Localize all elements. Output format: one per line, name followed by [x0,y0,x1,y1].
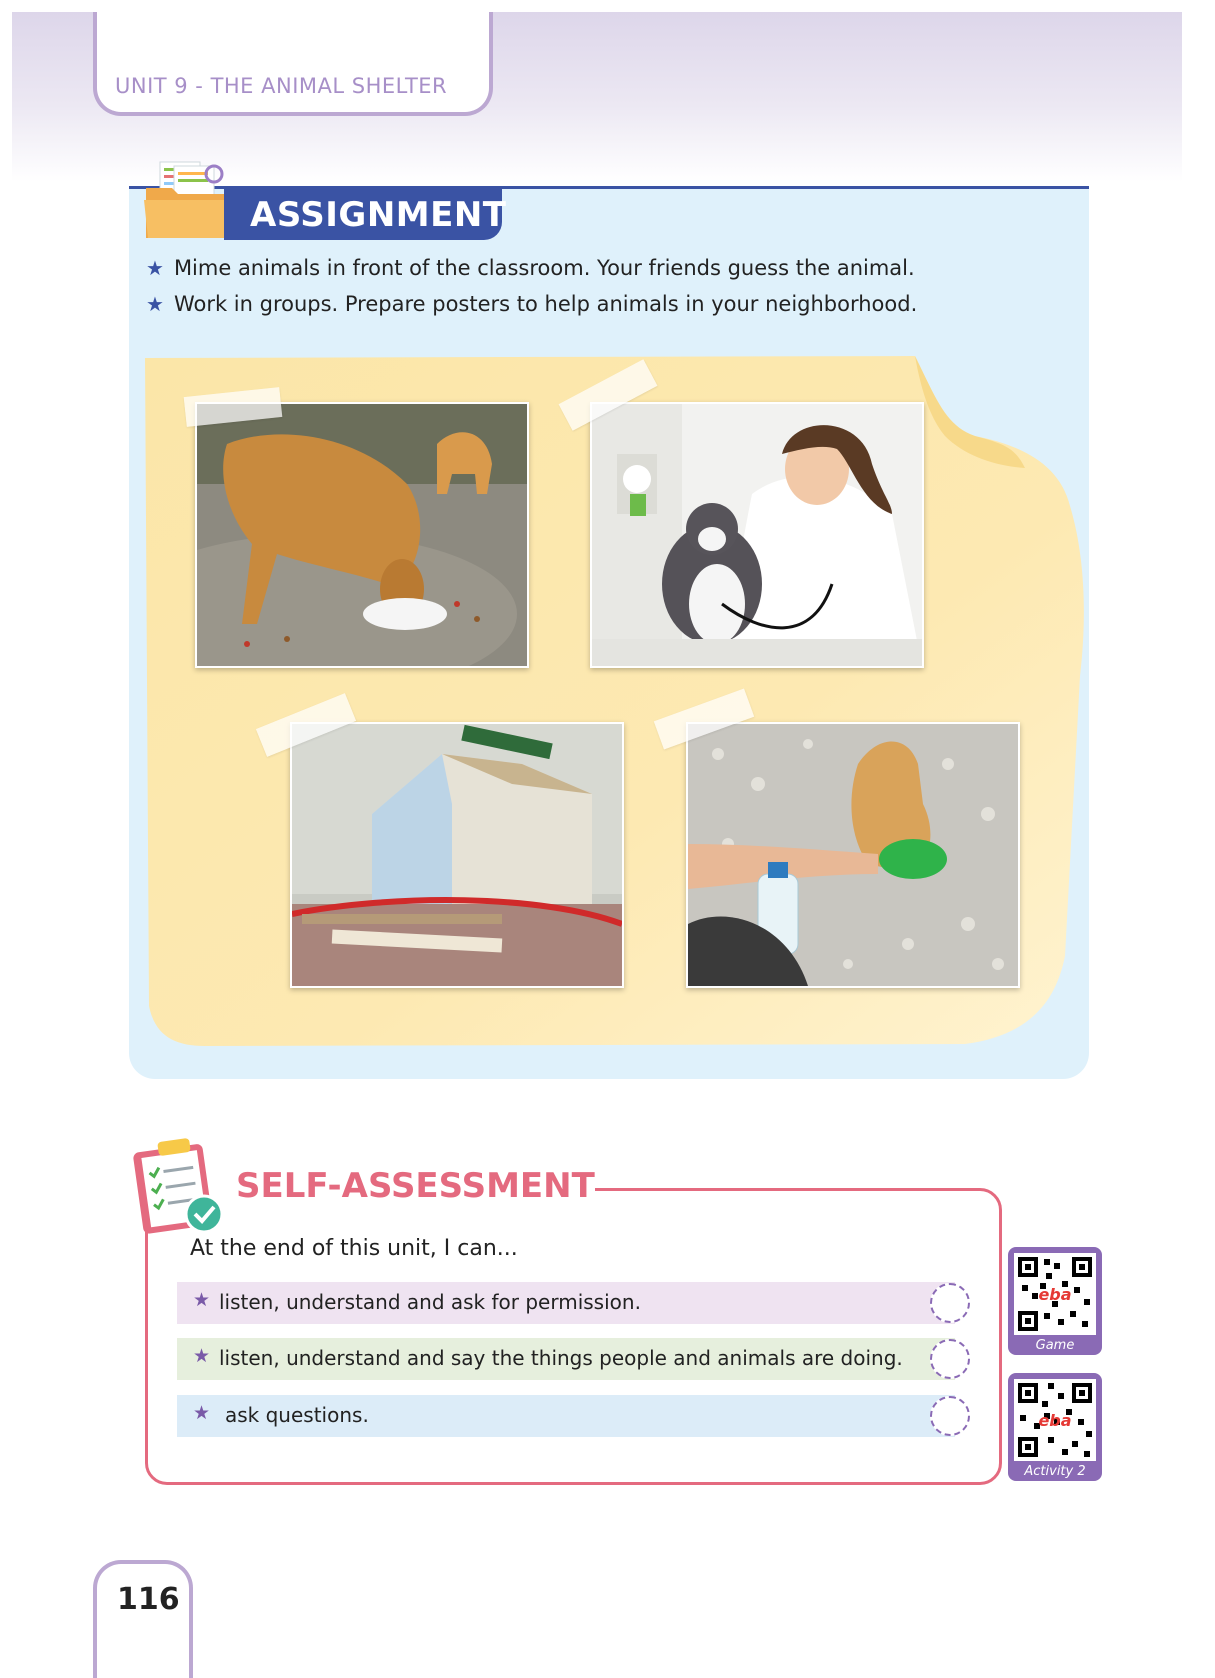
star-icon: ★ [193,1345,211,1367]
self-check-circle[interactable] [930,1396,970,1436]
page-number: 116 [117,1582,180,1617]
self-assessment-row [177,1395,955,1437]
unit-tab [93,12,493,116]
qr-code-activity[interactable] [1008,1373,1102,1481]
page-number-tab [93,1560,193,1678]
qr-label: Game [1035,1338,1075,1353]
folder-icon [142,160,232,242]
assignment-banner [224,189,507,240]
self-assessment-panel [145,1188,1002,1485]
assignment-title: ASSIGNMENT [250,195,507,235]
self-check-circle[interactable] [930,1283,970,1323]
self-assessment-row [177,1282,955,1324]
checklist-clipboard-icon [132,1134,232,1236]
self-assessment-intro: At the end of this unit, I can... [190,1236,518,1261]
assignment-item: ★ Work in groups. Prepare posters to help animals in your neighborhood. [146,292,918,316]
star-icon: ★ [146,292,164,316]
dog-drinking-water-photo [686,722,1020,988]
self-assessment-row [177,1338,955,1380]
stray-dog-and-cat-eating-photo [195,402,529,668]
unit-title: UNIT 9 - THE ANIMAL SHELTER [115,74,448,98]
qr-code-icon [1014,1253,1096,1335]
self-assessment-item: listen, understand and say the things people and animals are doing. [219,1346,903,1370]
wooden-doghouse-photo [290,722,624,988]
assignment-item: ★ Mime animals in front of the classroom. Your friends guess the animal. [146,256,915,280]
star-icon: ★ [146,256,164,280]
qr-code-icon [1014,1379,1096,1461]
qr-label: Activity 2 [1024,1464,1086,1479]
self-check-circle[interactable] [930,1339,970,1379]
self-assessment-item: listen, understand and ask for permission. [219,1290,641,1314]
qr-code-game[interactable] [1008,1247,1102,1355]
vet-examining-cat-photo [590,402,924,668]
eba-logo: eba [1038,1285,1072,1304]
star-icon: ★ [193,1402,211,1424]
self-assessment-item: ask questions. [225,1403,369,1427]
self-assessment-title: SELF-ASSESSMENT [236,1166,595,1206]
star-icon: ★ [193,1289,211,1311]
eba-logo: eba [1038,1411,1072,1430]
